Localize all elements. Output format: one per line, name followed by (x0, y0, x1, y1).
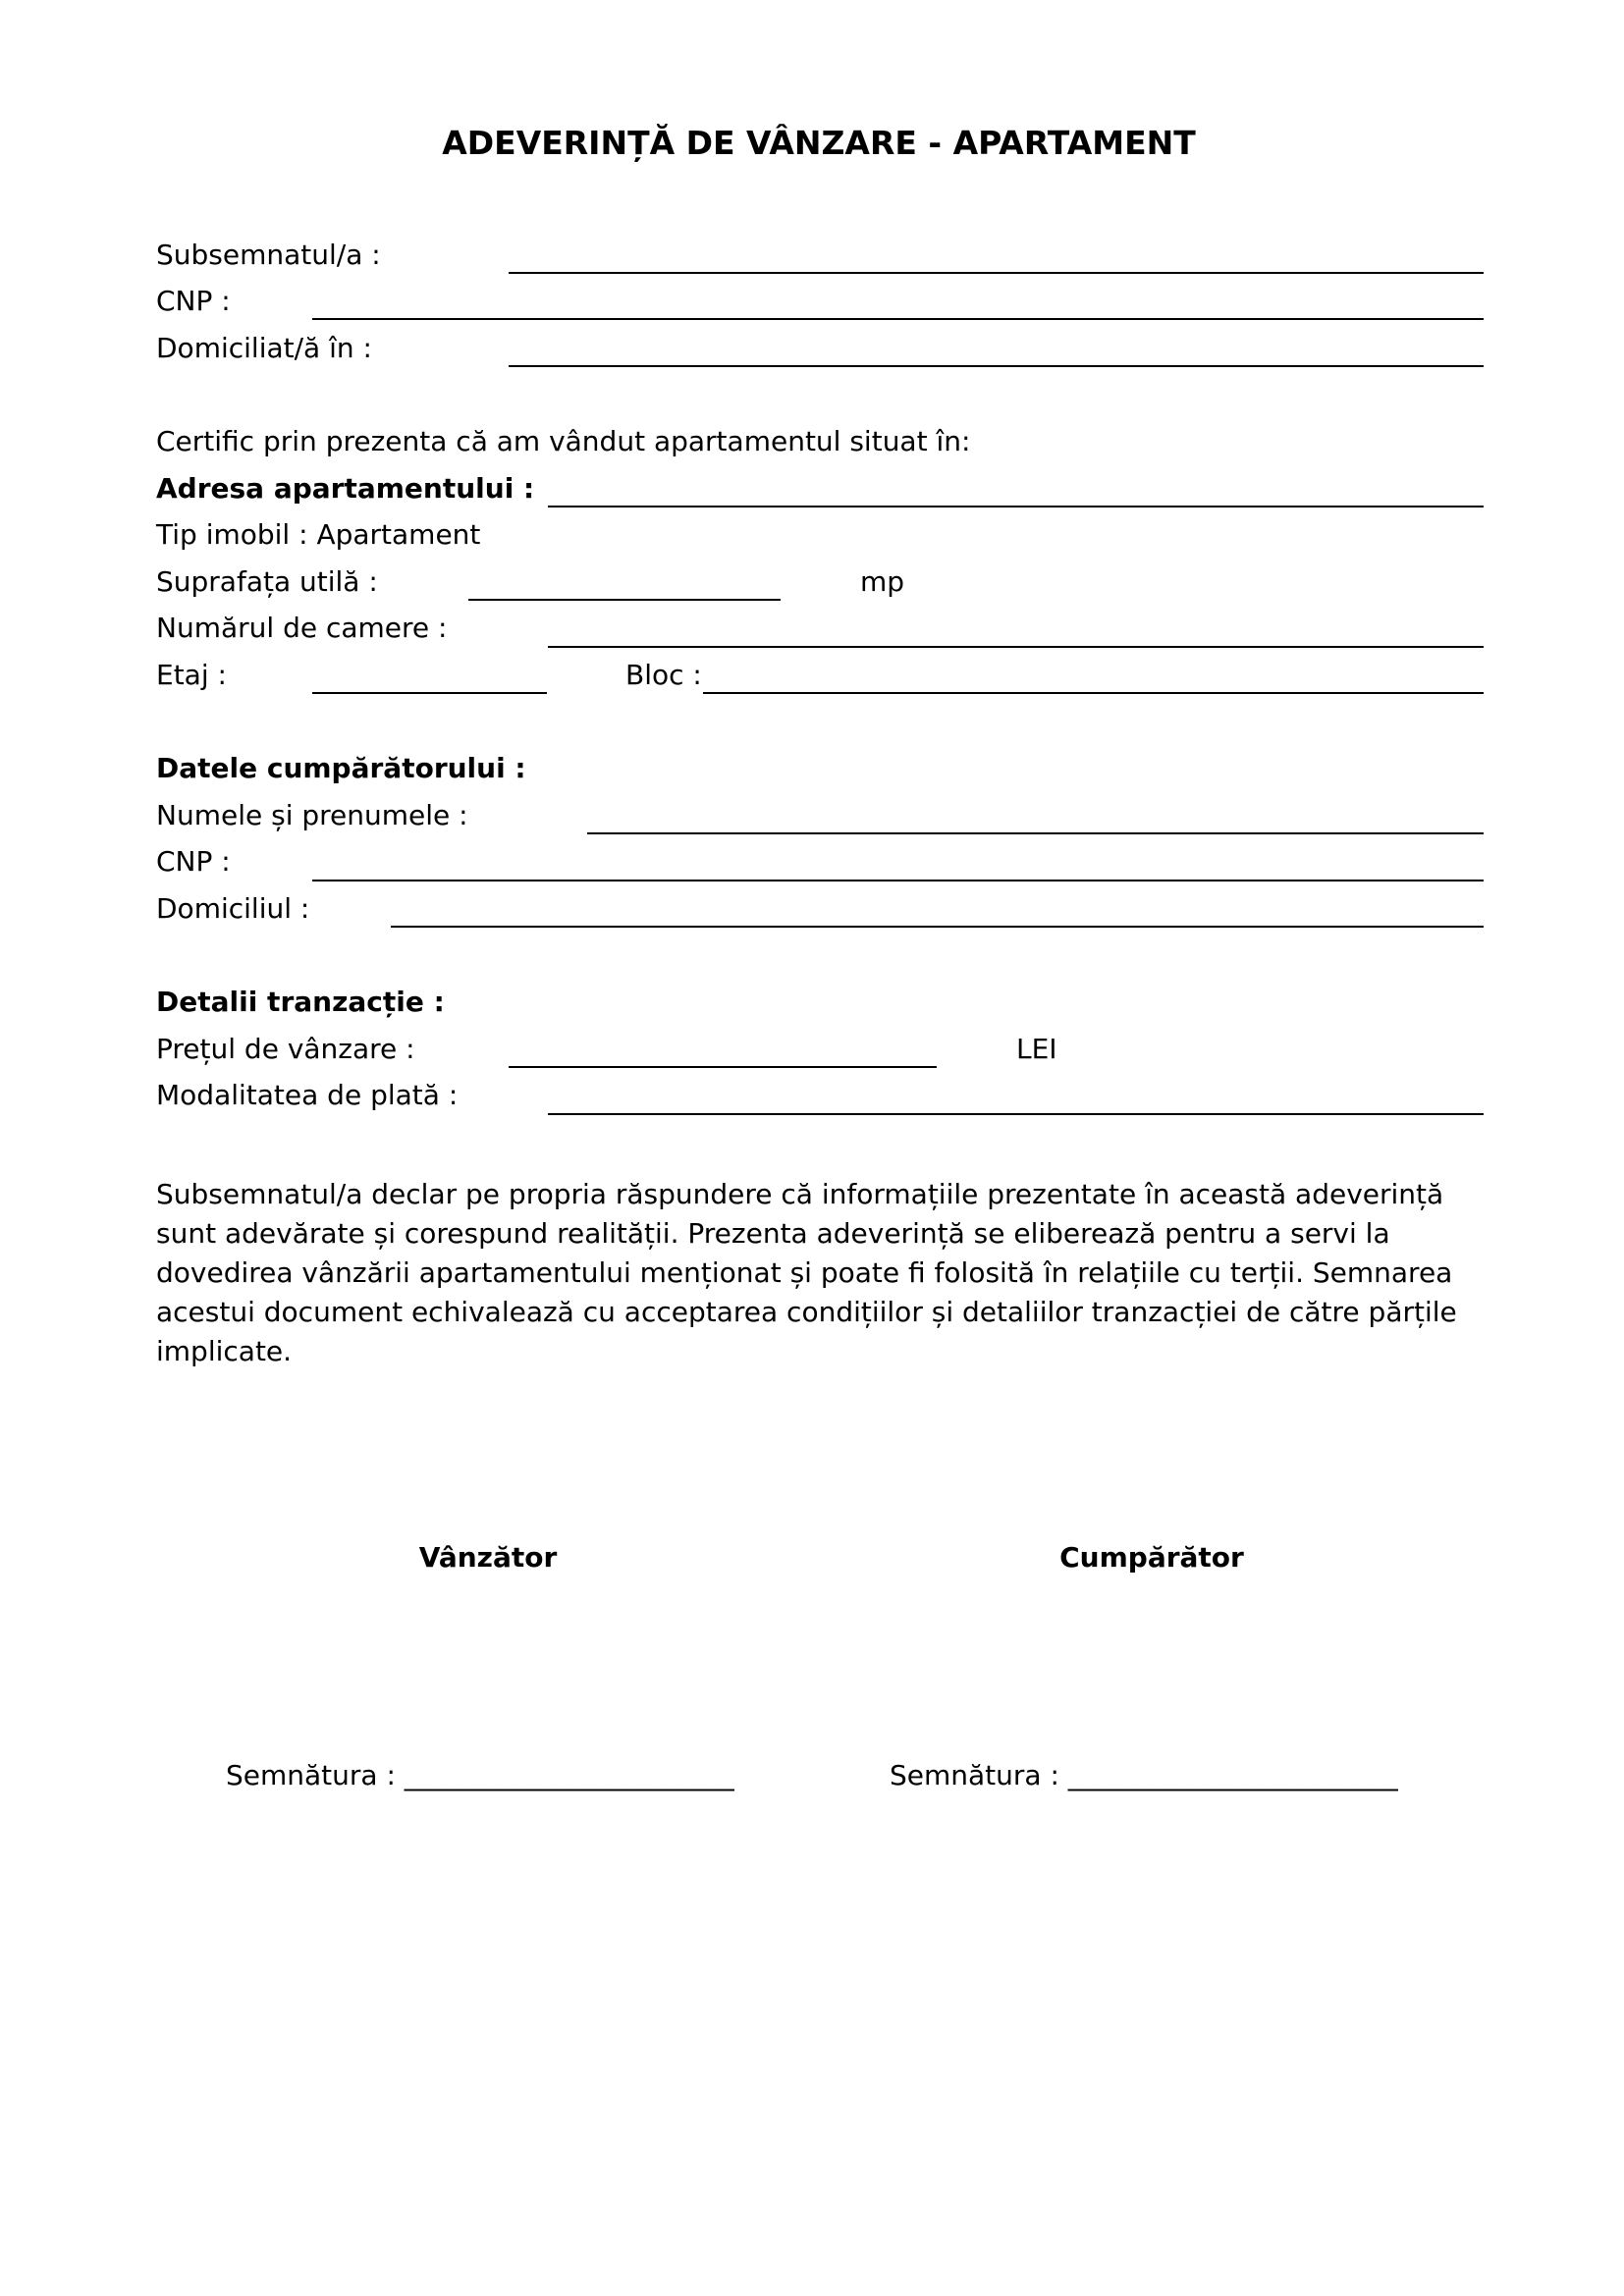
payment-method-field[interactable] (548, 1113, 1484, 1115)
payment-method-label: Modalitatea de plată : (156, 1079, 459, 1111)
document-title: ADEVERINȚĂ DE VÂNZARE - APARTAMENT (442, 124, 1196, 162)
area-label: Suprafața utilă : (156, 565, 378, 598)
block-label: Bloc : (625, 659, 702, 691)
buyer-cnp-field[interactable] (312, 880, 1484, 881)
declaration-paragraph: Subsemnatul/a declar pe propria răspundere că informațiile prezentate în această adeverință sunt adevărate și corespund realității. Prezenta adeverință se eliberează pentru a servi la dovedirea vânzării apartamentului menționat și poate fi folosită în relațiile cu terții. Semnarea acestui document echivalează cu acceptarea condițiilor și detaliilor tranzacției de către părțile implicate. (156, 1178, 1457, 1367)
currency-label: LEI (1016, 1033, 1057, 1065)
block-field[interactable] (703, 692, 1484, 694)
buyer-name-label: Numele și prenumele : (156, 799, 468, 831)
price-field[interactable] (509, 1066, 937, 1068)
floor-field[interactable] (312, 692, 547, 694)
buyer-heading: Datele cumpărătorului : (156, 752, 526, 784)
seller-address-label: Domiciliat/ă în : (156, 332, 372, 364)
buyer-name-field[interactable] (587, 832, 1484, 834)
seller-signature-line[interactable]: Semnătura : ________________________ (226, 1759, 734, 1791)
buyer-address-field[interactable] (391, 926, 1484, 928)
apartment-intro: Certific prin prezenta că am vândut apartamentul situat în: (156, 425, 971, 457)
area-field[interactable] (468, 599, 781, 601)
seller-cnp-label: CNP : (156, 285, 231, 317)
seller-address-field[interactable] (509, 365, 1484, 367)
area-unit: mp (860, 565, 905, 598)
buyer-cnp-label: CNP : (156, 845, 231, 878)
apartment-address-field[interactable] (548, 506, 1484, 507)
buyer-signature-line[interactable]: Semnătura : ________________________ (890, 1759, 1398, 1791)
property-type-label: Tip imobil : Apartament (156, 518, 481, 551)
buyer-signature-heading: Cumpărător (1059, 1541, 1244, 1574)
floor-label: Etaj : (156, 659, 227, 691)
seller-name-field[interactable] (509, 272, 1484, 274)
seller-signature-heading: Vânzător (418, 1541, 558, 1574)
rooms-field[interactable] (548, 646, 1484, 648)
price-label: Prețul de vânzare : (156, 1033, 415, 1065)
buyer-address-label: Domiciliul : (156, 892, 310, 925)
transaction-heading: Detalii tranzacție : (156, 986, 445, 1018)
apartment-address-label: Adresa apartamentului : (156, 472, 535, 505)
seller-cnp-field[interactable] (312, 318, 1484, 320)
seller-name-label: Subsemnatul/a : (156, 239, 381, 271)
rooms-label: Numărul de camere : (156, 612, 448, 644)
